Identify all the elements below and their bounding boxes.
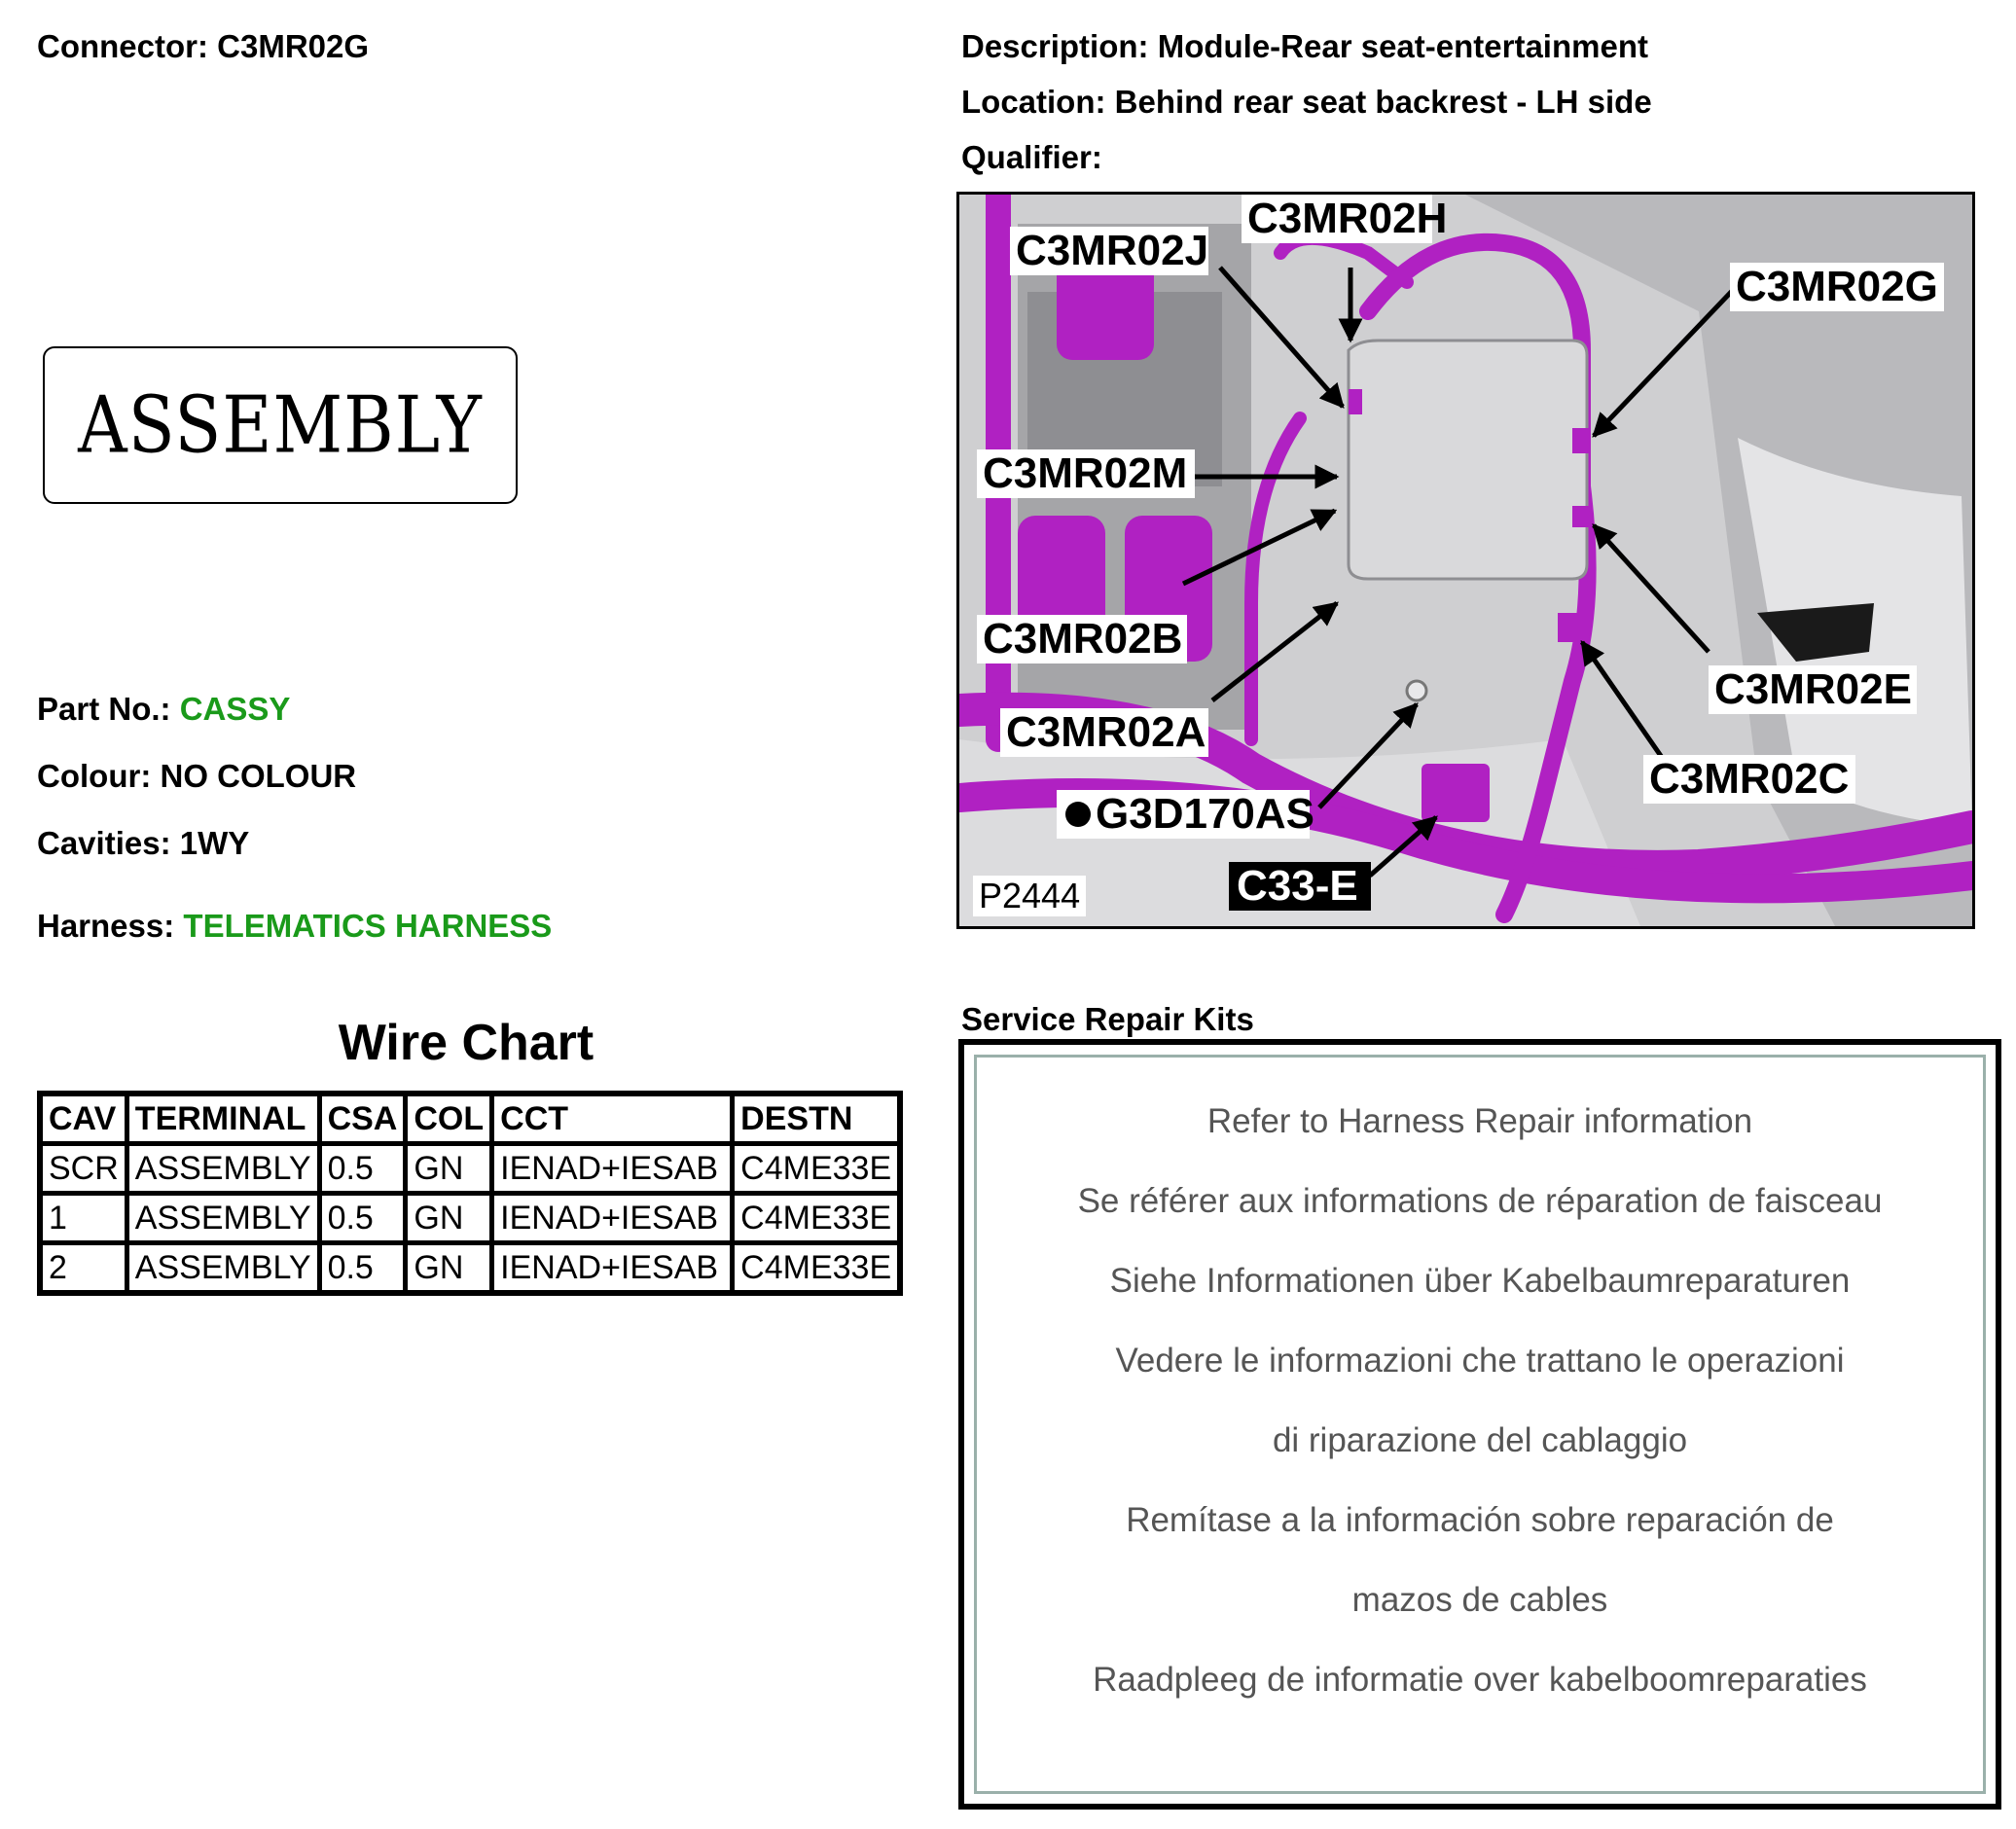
repair-line-fr: Se référer aux informations de réparation de faisceau [1077, 1182, 1883, 1220]
cell-csa: 0.5 [319, 1194, 406, 1243]
callout-c: C3MR02C [1649, 755, 1850, 803]
ground-bullet-icon [1065, 802, 1091, 827]
cell-col: GN [406, 1144, 492, 1194]
harness-value: TELEMATICS HARNESS [183, 908, 553, 944]
table-row [40, 1194, 900, 1243]
table-row [40, 1243, 900, 1294]
module-connector-g [1572, 428, 1590, 453]
cell-col: GN [406, 1243, 492, 1294]
module-connector-e [1572, 506, 1590, 527]
callout-h: C3MR02H [1247, 195, 1448, 242]
cell-destn: C4ME33E [733, 1194, 900, 1243]
wire-chart-table [37, 1091, 903, 1296]
callout-ground: G3D170AS [1096, 790, 1315, 838]
callout-b: C3MR02B [983, 615, 1183, 663]
c33-connector [1422, 764, 1490, 822]
wire-chart-header-row [40, 1094, 900, 1144]
callout-a: C3MR02A [1006, 708, 1206, 756]
harness: Harness: TELEMATICS HARNESS [37, 908, 553, 944]
location-illustration [959, 195, 1972, 926]
location-value: Behind rear seat backrest - LH side [1114, 84, 1652, 120]
location-heading: Location: Behind rear seat backrest - LH side [961, 84, 1652, 120]
cell-csa: 0.5 [319, 1243, 406, 1294]
cell-csa: 0.5 [319, 1144, 406, 1194]
service-repair-inner [974, 1055, 1986, 1794]
col-destn: DESTN [733, 1094, 900, 1144]
part-number-value: CASSY [179, 691, 291, 727]
connector-id: C3MR02G [217, 28, 370, 64]
cavities: Cavities: 1WY [37, 825, 250, 861]
description-value: Module-Rear seat-entertainment [1157, 28, 1648, 64]
cell-destn: C4ME33E [733, 1243, 900, 1294]
repair-line-de: Siehe Informationen über Kabelbaumreparaturen [1109, 1262, 1851, 1300]
table-row [40, 1144, 900, 1194]
cell-cav: 1 [40, 1194, 126, 1243]
connector-heading: Connector: C3MR02G [37, 28, 370, 64]
cell-cav: SCR [40, 1144, 126, 1194]
colour: Colour: NO COLOUR [37, 758, 357, 794]
module-connector-c [1558, 613, 1577, 642]
connector-symbol [43, 346, 518, 504]
callout-m: C3MR02M [983, 449, 1188, 497]
col-csa: CSA [319, 1094, 406, 1144]
repair-line-it-1: Vedere le informazioni che trattano le operazioni [1115, 1342, 1845, 1380]
cell-terminal: ASSEMBLY [126, 1144, 319, 1194]
col-col: COL [406, 1094, 492, 1144]
cavities-value: 1WY [179, 825, 250, 861]
colour-value: NO COLOUR [160, 758, 357, 794]
description-heading: Description: Module-Rear seat-entertainment [961, 28, 1648, 64]
ground-stud [1407, 681, 1426, 700]
callout-c33: C33-E [1237, 862, 1358, 910]
col-terminal: TERMINAL [126, 1094, 319, 1144]
cell-col: GN [406, 1194, 492, 1243]
col-cct: CCT [492, 1094, 733, 1144]
location-photo [956, 192, 1975, 929]
cell-terminal: ASSEMBLY [126, 1243, 319, 1294]
qualifier-heading: Qualifier: [961, 139, 1102, 175]
cell-cav: 2 [40, 1243, 126, 1294]
symbol-text: ASSEMBLY [78, 378, 483, 472]
cell-destn: C4ME33E [733, 1144, 900, 1194]
repair-line-en: Refer to Harness Repair information [1206, 1102, 1753, 1140]
callout-g: C3MR02G [1736, 263, 1938, 310]
module-connector-j [1349, 389, 1362, 414]
callout-j: C3MR02J [1016, 227, 1209, 274]
photo-ref: P2444 [979, 876, 1081, 915]
col-cav: CAV [40, 1094, 126, 1144]
repair-line-it-2: di riparazione del cablaggio [1272, 1421, 1688, 1459]
callout-e: C3MR02E [1714, 665, 1912, 713]
service-repair-title: Service Repair Kits [961, 1001, 1254, 1037]
wire-chart-title: Wire Chart [338, 1015, 594, 1071]
repair-line-es-1: Remítase a la información sobre reparación de [1126, 1501, 1834, 1539]
cell-cct: IENAD+IESAB [492, 1194, 733, 1243]
repair-line-es-2: mazos de cables [1351, 1581, 1608, 1619]
cell-terminal: ASSEMBLY [126, 1194, 319, 1243]
service-repair-box [958, 1039, 2001, 1810]
part-number: Part No.: CASSY [37, 691, 291, 727]
entertainment-module [1349, 341, 1587, 579]
repair-line-nl: Raadpleeg de informatie over kabelboomreparaties [1093, 1661, 1867, 1699]
cell-cct: IENAD+IESAB [492, 1243, 733, 1294]
cell-cct: IENAD+IESAB [492, 1144, 733, 1194]
